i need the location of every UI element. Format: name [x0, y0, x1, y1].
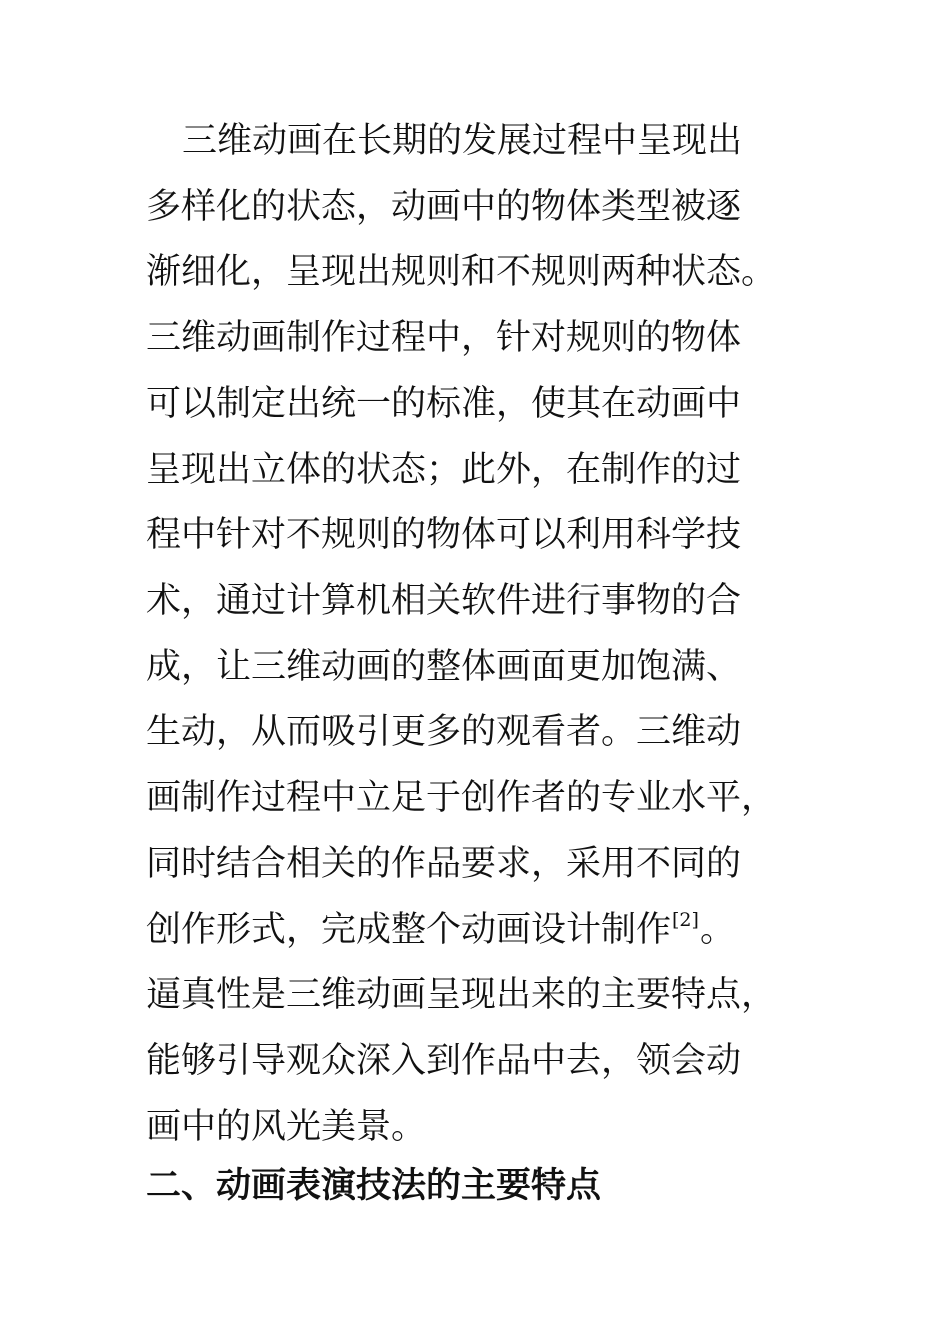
paragraph-line-11: 画制作过程中立足于创作者的专业水平，: [146, 778, 777, 818]
paragraph-line-5: 可以制定出统一的标准，使其在动画中: [146, 384, 742, 424]
paragraph-line-13-end: 。: [699, 910, 735, 950]
paragraph-line-16: 画中的风光美景。: [146, 1107, 427, 1147]
paragraph-line-8: 术，通过计算机相关软件进行事物的合: [146, 581, 742, 621]
paragraph-line-1: 三维动画在长期的发展过程中呈现出: [182, 121, 743, 161]
paragraph-line-10: 生动，从而吸引更多的观看者。三维动: [146, 712, 742, 752]
paragraph-line-15: 能够引导观众深入到作品中去，领会动: [146, 1041, 742, 1081]
paragraph-line-14: 逼真性是三维动画呈现出来的主要特点，: [146, 975, 777, 1015]
paragraph-line-6: 呈现出立体的状态；此外，在制作的过: [146, 450, 742, 490]
paragraph-line-2: 多样化的状态，动画中的物体类型被逐: [146, 187, 742, 227]
citation-ref-2: [2]: [672, 909, 699, 931]
paragraph-line-4: 三维动画制作过程中，针对规则的物体: [146, 318, 742, 358]
paragraph-line-9: 成，让三维动画的整体画面更加饱满、: [146, 647, 742, 687]
paragraph-line-12: 同时结合相关的作品要求，采用不同的: [146, 844, 742, 884]
section-heading: 二、动画表演技法的主要特点: [146, 1166, 602, 1206]
paragraph-line-3: 渐细化，呈现出规则和不规则两种状态。: [146, 252, 777, 292]
paragraph-line-7: 程中针对不规则的物体可以利用科学技: [146, 515, 742, 555]
paragraph-line-13-text: 创作形式，完成整个动画设计制作: [146, 910, 672, 950]
paragraph-line-13: [146, 910, 735, 950]
